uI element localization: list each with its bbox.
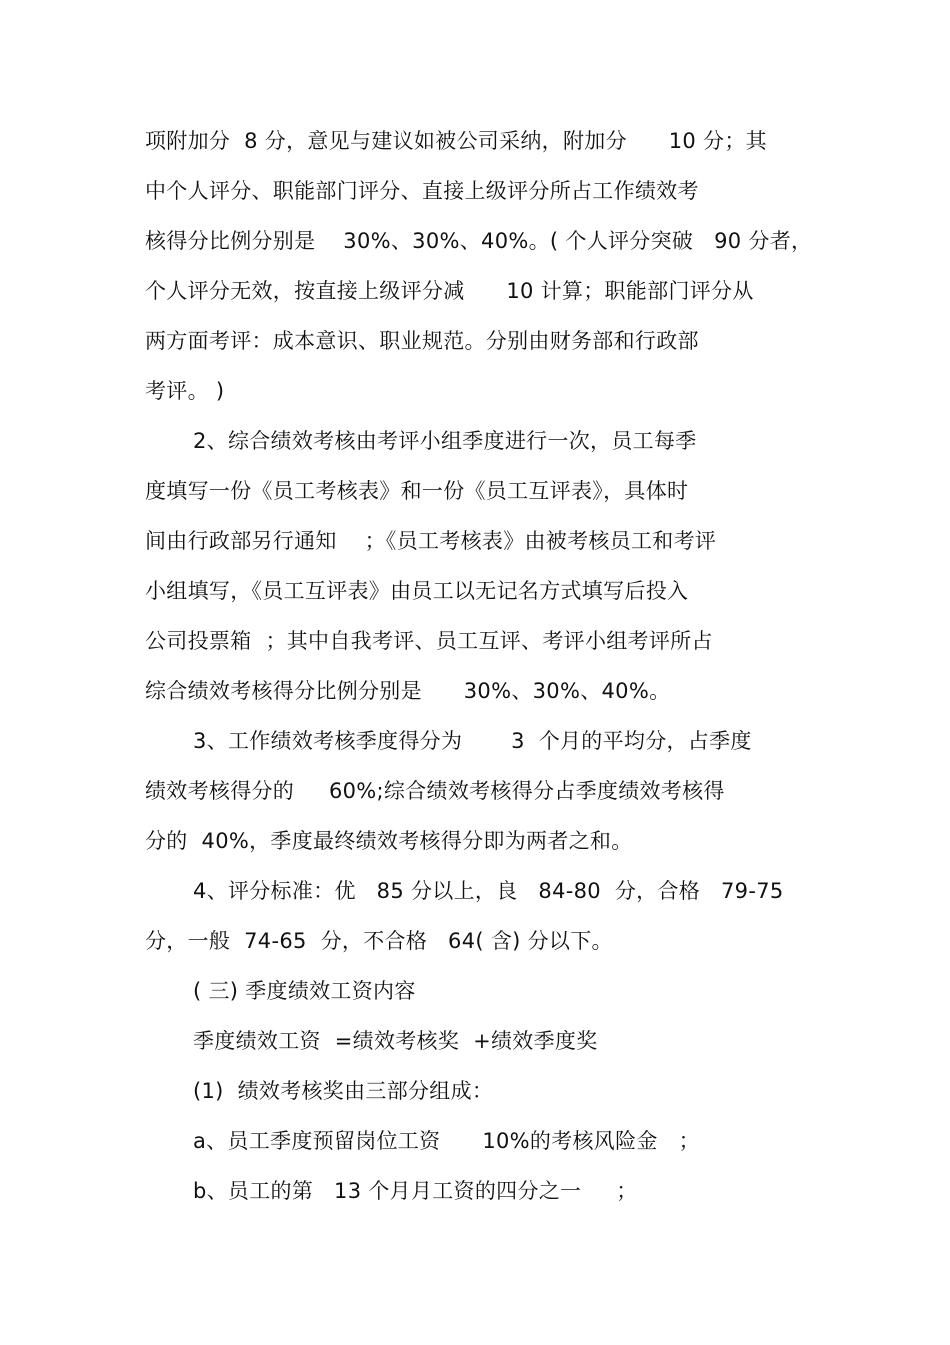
text-line: 考评。 ) xyxy=(145,379,225,403)
text-line: 绩效考核得分的 60%;综合绩效考核得分占季度绩效考核得 xyxy=(145,779,725,803)
text-line: 3、工作绩效考核季度得分为 3 个月的平均分，占季度 xyxy=(193,729,752,753)
text-line: 间由行政部另行通知 ；《员工考核表》由被考核员工和考评 xyxy=(145,529,717,553)
list-item: a、员工季度预留岗位工资 10%的考核风险金 ； xyxy=(193,1129,700,1153)
text-line: 小组填写，《员工互评表》由员工以无记名方式填写后投入 xyxy=(145,579,689,603)
text-line: 度填写一份《员工考核表》和一份《员工互评表》，具体时 xyxy=(145,479,689,503)
section-heading: ( 三) 季度绩效工资内容 xyxy=(193,979,416,1003)
text-line: 分，一般 74-65 分，不合格 64( 含) 分以下。 xyxy=(145,929,613,953)
text-line: 公司投票箱 ；其中自我考评、员工互评、考评小组考评所占 xyxy=(145,629,713,653)
text-line: 分的 40%，季度最终绩效考核得分即为两者之和。 xyxy=(145,829,633,853)
list-item: b、员工的第 13 个月月工资的四分之一 ； xyxy=(193,1179,638,1203)
text-line: 4、评分标准：优 85 分以上，良 84-80 分，合格 79-75 xyxy=(193,879,784,903)
text-line: 核得分比例分别是 30%、30%、40%。( 个人评分突破 90 分者， xyxy=(145,229,813,253)
text-line: 中个人评分、职能部门评分、直接上级评分所占工作绩效考 xyxy=(145,179,699,203)
text-line: 综合绩效考核得分比例分别是 30%、30%、40%。 xyxy=(145,679,671,703)
text-line: 项附加分 8 分，意见与建议如被公司采纳，附加分 10 分；其 xyxy=(145,129,767,153)
text-line: 个人评分无效，按直接上级评分减 10 计算；职能部门评分从 xyxy=(145,279,754,303)
text-line: 两方面考评：成本意识、职业规范。分别由财务部和行政部 xyxy=(145,329,699,353)
text-line: 2、综合绩效考核由考评小组季度进行一次，员工每季 xyxy=(193,429,697,453)
formula-line: 季度绩效工资 =绩效考核奖 +绩效季度奖 xyxy=(193,1029,598,1053)
list-heading: (1) 绩效考核奖由三部分组成： xyxy=(193,1079,494,1103)
